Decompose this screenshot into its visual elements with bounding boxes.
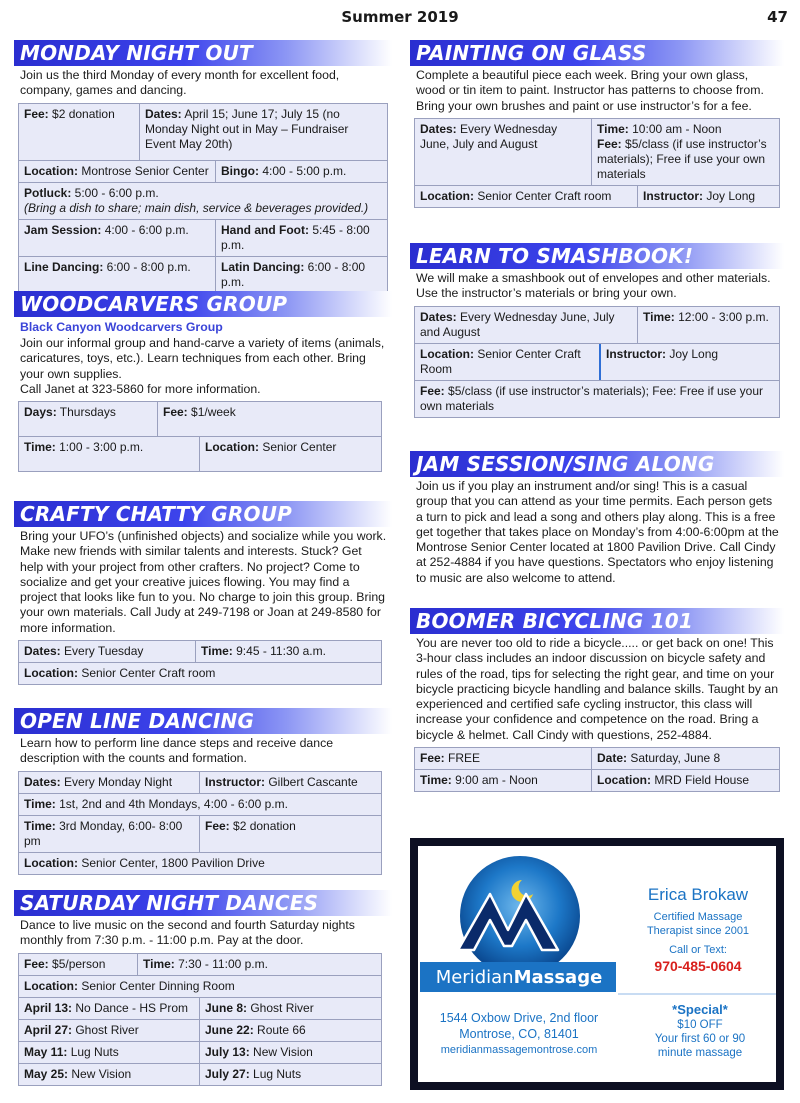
field-label: Days: [24, 405, 57, 420]
table-row [19, 1063, 381, 1085]
field-label: Time: [24, 818, 56, 833]
field-value: 5:45 - 8:00 p.m. [221, 222, 370, 252]
table-cell [415, 307, 637, 343]
field-label: Time: [420, 773, 452, 788]
field-label: April 13: [24, 1000, 73, 1015]
table-cell [591, 119, 779, 185]
field-value: 1st, 2nd and 4th Mondays, 4:00 - 6:00 p.m. [55, 796, 288, 811]
section-title: LEARN TO SMASHBOOK! [416, 244, 694, 268]
section-title: CRAFTY CHATTY GROUP [20, 502, 292, 526]
field-value: Senior Center Craft Room [420, 346, 581, 376]
section-title: JAM SESSION/SING ALONG [416, 452, 715, 476]
field-value: Gilbert Cascante [265, 774, 358, 789]
section-banner [410, 608, 784, 634]
field-label: Bingo: [221, 163, 259, 178]
jam-session-section [410, 451, 784, 590]
table-cell [215, 257, 387, 293]
field-label: June 22: [205, 1022, 254, 1037]
table-cell [19, 402, 157, 436]
section-title: PAINTING ON GLASS [416, 41, 647, 65]
field-label: Potluck: [24, 185, 72, 200]
field-label: May 11: [24, 1044, 68, 1059]
section-title: MONDAY NIGHT OUT [20, 41, 253, 65]
field-label: Location: [597, 773, 651, 788]
meridian-massage-ad [410, 838, 784, 1090]
field-label: Time: [597, 121, 629, 136]
field-label: Fee: [24, 956, 49, 971]
table-row [415, 769, 779, 791]
table-cell [19, 161, 215, 182]
field-label: Dates: [24, 774, 61, 789]
field-label: Instructor: [205, 774, 265, 789]
field-label: Instructor: [606, 346, 666, 361]
section-title: WOODCARVERS GROUP [20, 292, 288, 316]
field-value: MRD Field House [651, 773, 750, 788]
field-label: Location: [420, 346, 474, 361]
section-title: BOOMER BICYCLING 101 [416, 609, 694, 633]
table-row [19, 997, 381, 1019]
offer-line-1: Your first 60 or 90 [654, 1033, 746, 1045]
table-cell [19, 816, 199, 852]
field-label: Dates: [145, 106, 182, 121]
table-cell [137, 954, 381, 975]
section-banner [14, 890, 392, 916]
field-value: $2 donation [229, 818, 296, 833]
section-banner [14, 708, 392, 734]
table-cell [139, 104, 387, 160]
section-banner [14, 501, 392, 527]
table-cell [19, 663, 381, 684]
field-label: Hand and Foot: [221, 222, 309, 237]
section-description: Learn how to perform line dance steps and receive dance description with the counts and formation. [20, 736, 334, 766]
table-row [19, 975, 381, 997]
field-value: $2 donation [48, 106, 115, 121]
field-label: May 25: [24, 1066, 69, 1081]
field-value: 6:00 - 8:00 p.m. [103, 259, 191, 274]
table-cell [19, 772, 199, 793]
table-cell [19, 954, 137, 975]
table-cell [415, 748, 591, 769]
field-value: 4:00 - 6:00 p.m. [101, 222, 189, 237]
field-value: Senior Center Craft room [474, 188, 612, 203]
field-value: FREE [444, 751, 481, 766]
table-cell [199, 437, 381, 471]
field-value: $1/week [187, 405, 236, 420]
field-value: Montrose Senior Center [78, 163, 209, 178]
field-label: Dates: [420, 121, 457, 136]
open-line-dancing-section [14, 708, 392, 875]
table-cell [19, 976, 381, 997]
season-title: Summer 2019 [341, 8, 459, 26]
table-row [415, 380, 779, 417]
field-value: Lug Nuts [249, 1066, 302, 1081]
field-value: $5/class (if use instructor’s materials); Fee: Free if use your own materials [420, 383, 764, 413]
table-cell [415, 381, 779, 417]
section-title: OPEN LINE DANCING [20, 709, 255, 733]
table-row [19, 1019, 381, 1041]
table-row [19, 160, 387, 182]
field-label: Location: [24, 978, 78, 993]
website: meridianmassagemontrose.com [440, 1044, 598, 1056]
table-cell [199, 816, 381, 852]
table-cell [199, 1020, 381, 1041]
woodcarvers-section [14, 291, 392, 472]
table-cell [415, 119, 591, 185]
table-cell [19, 183, 387, 219]
field-value: $5/class (if use instructor’s materials); Free if use your own materials [597, 136, 767, 181]
table-cell [19, 641, 195, 662]
field-value: Every Wednesday June, July and August [420, 121, 558, 151]
call-label: Call or Text: [669, 944, 727, 956]
field-value: Senior Center, 1800 Pavilion Drive [78, 855, 265, 870]
table-cell [637, 307, 779, 343]
phone-number: 970-485-0604 [654, 958, 742, 974]
table-cell [637, 186, 779, 207]
table-row [19, 772, 381, 793]
table-cell [415, 186, 637, 207]
table-cell [591, 770, 779, 791]
field-label: Time: [24, 796, 56, 811]
table-row [19, 662, 381, 684]
info-table [18, 401, 382, 472]
table-row [415, 343, 779, 380]
table-cell [19, 1042, 199, 1063]
field-label: Fee: [420, 383, 445, 398]
section-description: Bring your UFO’s (unfinished objects) and socialize while you work. Make new friends with similar talents and interests. Stuck? Get help with your project from other crafters. No project? Come to socialize and get your creative juices flowing. You may find a project that looks like fun to you. No charge to join this group. Bring your own materials. Call Judy at 249-7198 or Joan at 249-8580 for more information. [20, 529, 387, 635]
section-banner [410, 243, 784, 269]
table-row [415, 307, 779, 343]
field-value: Every Tuesday [60, 644, 144, 659]
table-cell [19, 998, 199, 1019]
field-label: Line Dancing: [24, 259, 104, 274]
page-number: 47 [767, 8, 788, 26]
table-cell [199, 1042, 381, 1063]
field-value: Lug Nuts [67, 1044, 119, 1059]
table-row [19, 1041, 381, 1063]
table-row [415, 748, 779, 769]
field-label: Dates: [420, 309, 457, 324]
table-cell [599, 344, 779, 380]
info-table [414, 747, 780, 792]
table-row [19, 104, 387, 160]
field-value: New Vision [68, 1066, 132, 1081]
field-value: (Bring a dish to share; main dish, service & beverages provided.) [24, 200, 369, 215]
table-row [19, 954, 381, 975]
field-label: Time: [201, 644, 233, 659]
section-banner [410, 451, 784, 477]
contact-line: Call Janet at 323-5860 for more information. [20, 381, 261, 396]
certification-line-1: Certified Massage [653, 911, 743, 923]
field-value: Every Monday Night [60, 774, 173, 789]
table-row [19, 815, 381, 852]
address-line-1: 1544 Oxbow Drive, 2nd floor [439, 1011, 599, 1025]
table-cell [19, 257, 215, 293]
table-cell [415, 770, 591, 791]
field-value: 7:30 - 11:00 p.m. [174, 956, 268, 971]
info-table [414, 118, 780, 208]
field-label: Time: [643, 309, 675, 324]
table-cell [19, 220, 215, 256]
table-cell [19, 853, 381, 874]
logo-text: Massage [513, 967, 603, 988]
table-row [19, 436, 381, 471]
field-value: Every Wednesday June, July and August [420, 309, 615, 339]
field-value: 10:00 am - Noon [628, 121, 722, 136]
field-value: Senior Center Craft room [78, 666, 216, 681]
field-label: Dates: [24, 644, 61, 659]
table-cell [19, 794, 381, 815]
field-label: Location: [24, 855, 78, 870]
field-value: Route 66 [253, 1022, 306, 1037]
section-description: We will make a smashbook out of envelopes and other materials. Use the instructor’s materials or bring your own. [416, 271, 771, 301]
painting-on-glass-section [410, 40, 784, 208]
field-value: 12:00 - 3:00 p.m. [674, 309, 769, 324]
table-cell [195, 641, 381, 662]
section-description: Join our informal group and hand-carve a variety of items (animals, caricatures, toys, etc.). Learn techniques from each other. Bring your own supplies. [20, 336, 385, 381]
field-label: Location: [24, 666, 78, 681]
field-value: Senior Center Dinning Room [78, 978, 235, 993]
smashbook-section [410, 243, 784, 418]
field-label: Instructor: [643, 188, 703, 203]
table-cell [19, 1020, 199, 1041]
field-label: Latin Dancing: [221, 259, 305, 274]
field-value: Thursdays [56, 405, 116, 420]
table-row [19, 793, 381, 815]
section-banner [14, 40, 392, 66]
business-logo [424, 966, 614, 990]
field-value: $5/person [48, 956, 106, 971]
field-value: 9:45 - 11:30 a.m. [232, 644, 326, 659]
field-value: 9:00 am - Noon [451, 773, 538, 788]
field-value: Ghost River [72, 1022, 139, 1037]
field-value: Senior Center [259, 440, 337, 455]
field-label: April 27: [24, 1022, 73, 1037]
therapist-name: Erica Brokaw [647, 885, 749, 904]
section-description: Dance to live music on the second and fourth Saturday nights monthly from 7:30 p.m. - 11:00 p.m. Pay at the door. [20, 918, 355, 948]
table-cell [157, 402, 381, 436]
page-header [0, 8, 800, 30]
field-value: Joy Long [703, 188, 756, 203]
section-description: Join us the third Monday of every month for excellent food, company, games and dancing. [20, 68, 340, 98]
table-cell [19, 1064, 199, 1085]
field-value: Saturday, June 8 [627, 751, 721, 766]
saturday-night-dances-section [14, 890, 392, 1086]
field-label: Location: [24, 163, 78, 178]
field-label: July 27: [205, 1066, 250, 1081]
section-description: Join us if you play an instrument and/or sing! This is a casual group that you can attend as your time permits. Each person gets a turn to pick and lead a song and others play along. This is a free get together that takes place on Monday’s from 4:00-6:00pm at the Montrose Senior Center located at 1800 Pavilion Drive. Call Cindy at 252-4884 if you have questions. Spectators who enjoy listening to music are also welcome to attend. [416, 479, 779, 585]
field-value: 5:00 - 6:00 p.m. [71, 185, 159, 200]
certification-line-2: Therapist since 2001 [646, 925, 750, 937]
table-row [19, 219, 387, 256]
table-cell [591, 748, 779, 769]
table-cell [19, 104, 139, 160]
monday-night-out-section [14, 40, 392, 294]
info-table [18, 953, 382, 1086]
field-value: 4:00 - 5:00 p.m. [259, 163, 347, 178]
table-row [19, 182, 387, 219]
logo-text: Meridian [435, 967, 514, 988]
table-row [415, 185, 779, 207]
field-label: July 13: [205, 1044, 250, 1059]
field-label: Fee: [24, 106, 49, 121]
info-table [18, 640, 382, 685]
offer-line-2: minute massage [657, 1047, 743, 1059]
therapist-info [626, 884, 770, 975]
field-label: Time: [143, 956, 175, 971]
field-label: Fee: [205, 818, 230, 833]
table-cell [215, 220, 387, 256]
special-heading: *Special* [672, 1002, 728, 1017]
info-table [18, 103, 388, 294]
address-line-2: Montrose, CO, 81401 [459, 1027, 579, 1041]
table-row [19, 641, 381, 662]
table-cell [199, 772, 381, 793]
section-title: SATURDAY NIGHT DANCES [20, 891, 319, 915]
field-value: Ghost River [247, 1000, 314, 1015]
table-row [19, 256, 387, 293]
field-value: No Dance - HS Prom [72, 1000, 189, 1015]
boomer-bicycling-section [410, 608, 784, 792]
section-description: You are never too old to ride a bicycle..... or get back on one! This 3-hour class includes an indoor discussion on bicycle safety and rules of the road, tips for selecting the right gear, and time on your bicycle practicing bicycle handling and balance skills. Taught by an experienced and certified safe cycling instructor, this class will increase your confidence and competence on the road. Bring a bicycle & helmet. Call Cindy with questions, 252-4884. [416, 636, 779, 742]
crafty-chatty-section [14, 501, 392, 685]
field-label: Date: [597, 751, 628, 766]
field-label: Fee: [420, 751, 445, 766]
address-block [424, 1010, 614, 1058]
info-table [414, 306, 780, 418]
table-cell [199, 1064, 381, 1085]
section-description: Complete a beautiful piece each week. Bring your own glass, wood or tin item to paint. Instructor has patterns to choose from. Bring your own brushes and paint or use instructor’s for a fee. [416, 68, 764, 113]
table-row [19, 852, 381, 874]
table-cell [199, 998, 381, 1019]
info-table [18, 771, 382, 875]
field-label: Fee: [597, 136, 622, 151]
field-label: Location: [420, 188, 474, 203]
field-label: June 8: [205, 1000, 248, 1015]
field-value: New Vision [249, 1044, 313, 1059]
discount-amount: $10 OFF [677, 1019, 723, 1031]
table-row [415, 119, 779, 185]
table-row [19, 402, 381, 436]
section-banner [14, 291, 392, 317]
field-label: Jam Session: [24, 222, 102, 237]
field-value: April 15; June 17; July 15 (no Monday Night out in May – Fundraiser Event May 20th) [145, 106, 349, 151]
field-label: Time: [24, 440, 56, 455]
field-value: 1:00 - 3:00 p.m. [55, 440, 144, 455]
ad-inner [418, 846, 776, 1082]
field-label: Fee: [163, 405, 188, 420]
field-value: Joy Long [666, 346, 719, 361]
table-cell [215, 161, 387, 182]
section-banner [410, 40, 784, 66]
table-cell [19, 437, 199, 471]
field-value: 6:00 - 8:00 p.m. [221, 259, 366, 289]
field-value: 3rd Monday, 6:00- 8:00 pm [24, 818, 183, 848]
table-cell [415, 344, 599, 380]
special-offer [630, 1002, 770, 1060]
field-label: Location: [205, 440, 259, 455]
section-subtitle: Black Canyon Woodcarvers Group [20, 320, 223, 334]
